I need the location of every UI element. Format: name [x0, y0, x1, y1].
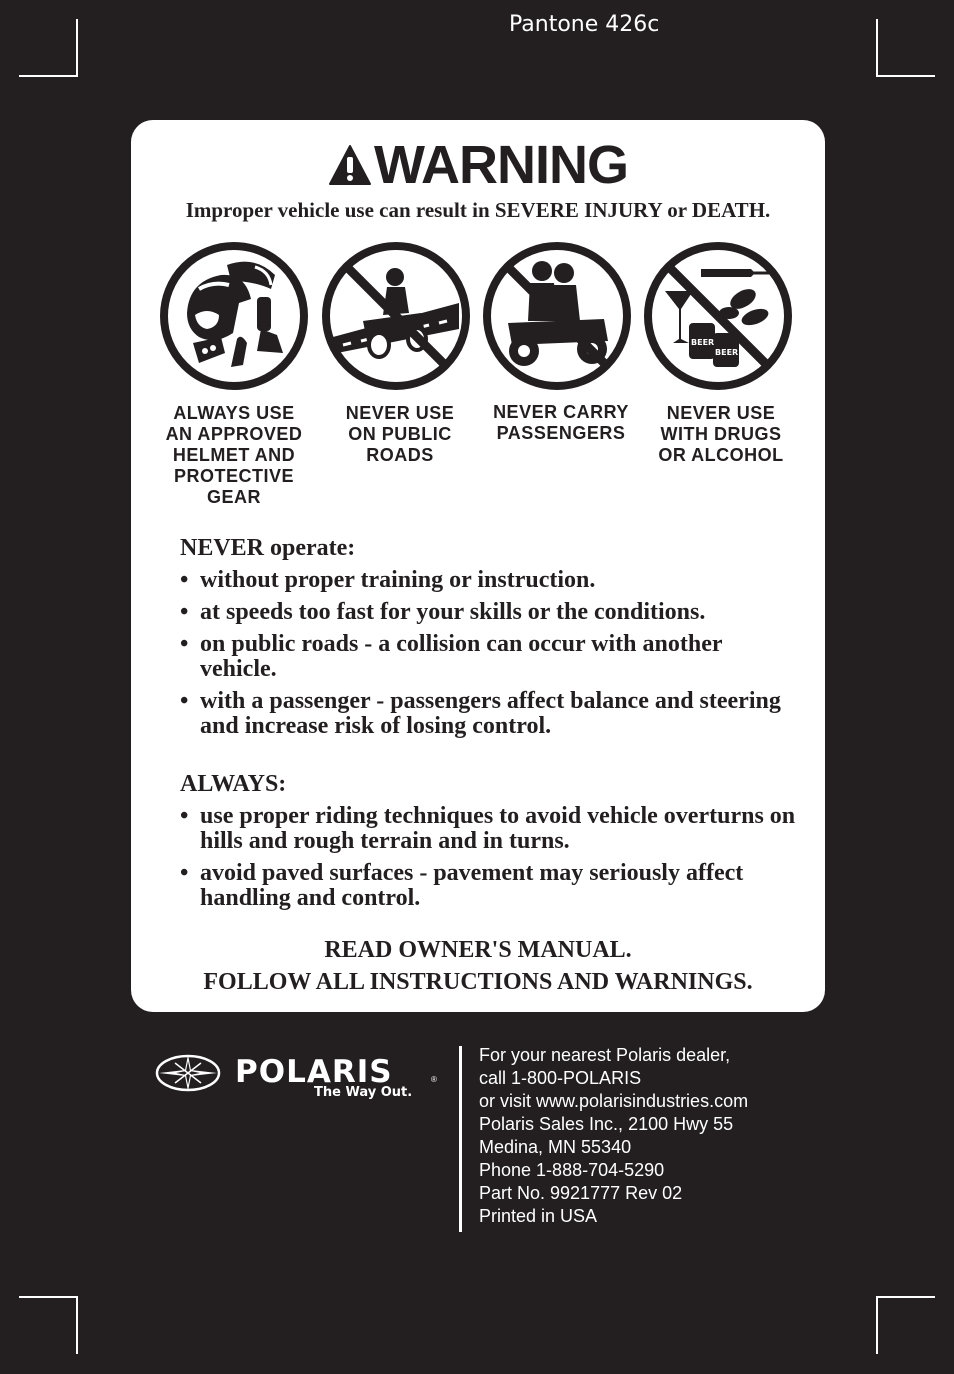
crop-mark [876, 1296, 878, 1354]
contact-line: Polaris Sales Inc., 2100 Hwy 55 [479, 1114, 734, 1134]
crop-mark [19, 75, 78, 77]
never-list [180, 568, 800, 739]
warning-label-card [131, 120, 825, 1012]
polaris-star-logo-icon [155, 1053, 221, 1093]
closing-instructions [131, 934, 825, 998]
passengers-label: NEVER CARRY PASSENGERS [493, 402, 629, 443]
list-item: • without proper training or instruction. [180, 568, 800, 593]
contact-line: Part No. 9921777 Rev 02 [479, 1183, 683, 1203]
always-list [180, 804, 800, 911]
contact-line: or visit www.polarisindustries.com [479, 1091, 749, 1111]
list-item: • at speeds too fast for your skills or the conditions. [180, 600, 800, 625]
warning-title: WARNING [374, 135, 628, 195]
helmet-gear-label: ALWAYS USE AN APPROVED HELMET AND PROTECTIVE GEAR [165, 403, 303, 507]
crop-mark [876, 19, 878, 77]
crop-mark [19, 1296, 78, 1298]
registered-mark: ® [431, 1075, 437, 1084]
brand-tagline: The Way Out. [314, 1085, 413, 1100]
drugs-alcohol-label: NEVER USE WITH DRUGS OR ALCOHOL [658, 403, 784, 465]
list-item: • use proper riding techniques to avoid vehicle overturns on hills and rough terrain and in turns. [180, 804, 800, 854]
beer-can-text: BEER [715, 348, 739, 357]
no-passengers-icon [482, 241, 632, 391]
never-heading: NEVER operate: [180, 535, 356, 561]
contact-line: For your nearest Polaris dealer, [479, 1045, 731, 1065]
brand-name: POLARIS [235, 1054, 393, 1090]
public-roads-label: NEVER USE ON PUBLIC ROADS [345, 403, 455, 465]
pantone-label: Pantone 426c [509, 12, 660, 37]
helmet-gear-icon [159, 241, 309, 391]
list-item: • with a passenger - passengers affect balance and steering and increase risk of losing control. [180, 689, 800, 739]
contact-info [479, 1044, 748, 1228]
crop-mark [76, 19, 78, 77]
crop-mark [76, 1296, 78, 1354]
warning-heading [131, 134, 825, 196]
beer-can-text: BEER [691, 338, 715, 347]
no-drugs-alcohol-icon [643, 241, 793, 391]
list-item: • avoid paved surfaces - pavement may seriously affect handling and control. [180, 861, 800, 911]
no-public-roads-icon [321, 241, 471, 391]
crop-mark [876, 1296, 935, 1298]
contact-line: Phone 1-888-704-5290 [479, 1160, 665, 1180]
crop-mark [876, 75, 935, 77]
contact-line: call 1-800-POLARIS [479, 1068, 642, 1088]
footer-divider [459, 1046, 462, 1232]
always-heading: ALWAYS: [180, 771, 287, 797]
warning-subtitle: Improper vehicle use can result in SEVERE INJURY or DEATH. [185, 198, 771, 222]
follow-instructions-line: FOLLOW ALL INSTRUCTIONS AND WARNINGS. [203, 969, 753, 995]
list-item: • on public roads - a collision can occur with another vehicle. [180, 632, 800, 682]
read-manual-line: READ OWNER'S MANUAL. [324, 937, 632, 963]
rules-section [180, 536, 800, 918]
contact-line: Medina, MN 55340 [479, 1137, 632, 1157]
contact-line: Printed in USA [479, 1206, 598, 1226]
warning-triangle-icon [328, 144, 372, 186]
